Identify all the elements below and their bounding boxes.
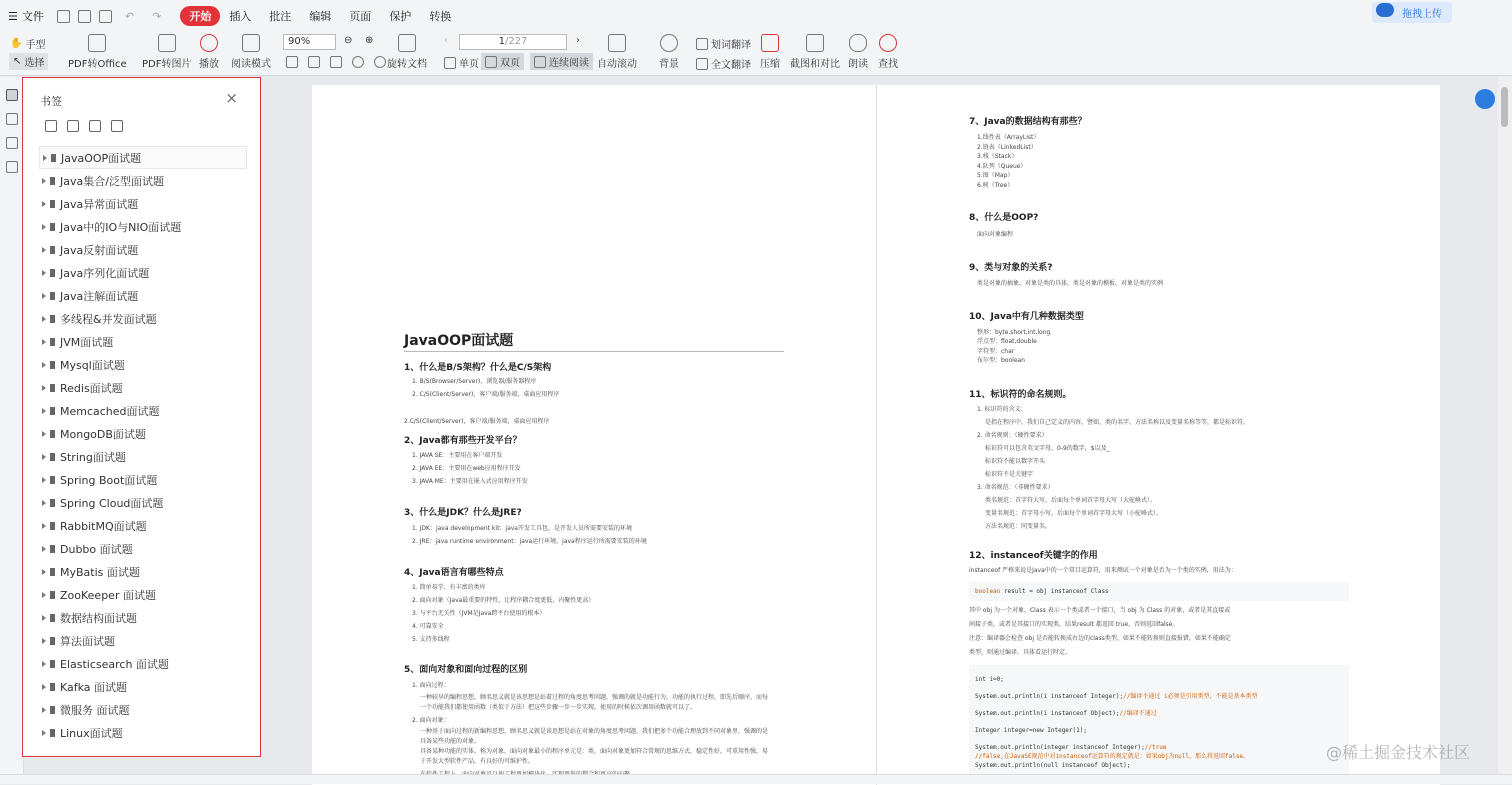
- bookmark-label: JVM面试题: [60, 335, 114, 349]
- next-page-icon[interactable]: ›: [576, 35, 580, 46]
- expand-arrow-icon[interactable]: [42, 730, 46, 736]
- scrollbar-thumb[interactable]: [1501, 87, 1508, 127]
- rotate-left-icon[interactable]: [352, 56, 364, 68]
- bookmark-item[interactable]: [39, 652, 247, 675]
- vertical-scrollbar[interactable]: [1498, 77, 1512, 784]
- file-menu[interactable]: ☰ 文件: [8, 9, 44, 23]
- bookmark-icon: [50, 177, 55, 185]
- q7-item: 6.树（Tree）: [977, 182, 1014, 189]
- q9-answer: 类是对象的抽象，对象是类的具体，类是对象的模板，对象是类的实例: [977, 280, 1164, 287]
- q12-line: 间接子类，或者是其接口的实现类，结果result 都返回 true，否则返回false。: [969, 621, 1179, 628]
- bookmark-label: Linux面试题: [60, 726, 123, 740]
- bookmark-icon: [50, 522, 55, 530]
- pdf-office-icon: [88, 34, 106, 52]
- expand-arrow-icon[interactable]: [42, 385, 46, 391]
- collapse-all-icon[interactable]: [67, 120, 79, 132]
- double-page-button[interactable]: 双页: [481, 53, 524, 70]
- expand-arrow-icon[interactable]: [42, 707, 46, 713]
- bookmark-icon: [50, 292, 55, 300]
- rotate-document-button[interactable]: 旋转文档: [387, 34, 427, 70]
- word-translate-button[interactable]: 划词翻译: [696, 36, 751, 51]
- translate-icon: [696, 38, 708, 50]
- bookmark-panel: [22, 77, 261, 757]
- bookmark-icon: [50, 384, 55, 392]
- bookmark-label: Java异常面试题: [60, 197, 139, 211]
- expand-arrow-icon[interactable]: [42, 408, 46, 414]
- redo-icon[interactable]: ↷: [152, 9, 162, 23]
- fit-page-icon[interactable]: [286, 56, 298, 68]
- bookmark-icon: [50, 338, 55, 346]
- bookmark-item[interactable]: [39, 721, 247, 744]
- bookmark-item[interactable]: [39, 238, 247, 261]
- auto-scroll-button[interactable]: 自动滚动: [597, 34, 637, 70]
- bookmark-icon: [50, 660, 55, 668]
- background-button[interactable]: 背景: [659, 34, 679, 70]
- title-rule: [404, 351, 784, 352]
- q12-line: 注意：编译器会检查 obj 是否能转换成右边的class类型，如果不能转换则直接报错，如果不能确定: [969, 635, 1231, 642]
- bookmark-label: MongoDB面试题: [60, 427, 146, 441]
- add-bookmark-icon[interactable]: [89, 120, 101, 132]
- bookmark-label: RabbitMQ面试题: [60, 519, 147, 533]
- q10-item: 布尔型：boolean: [977, 357, 1025, 364]
- attachment-rail-icon[interactable]: [6, 137, 18, 149]
- bookmark-label: Java序列化面试题: [60, 266, 150, 280]
- screenshot-compare-button[interactable]: 截图和对比: [790, 34, 840, 70]
- full-translate-icon: [696, 58, 708, 70]
- hand-icon: ✋: [10, 38, 23, 49]
- q11-line: 变量名规范：首字母小写，后面每个单词首字母大写（小驼峰式）。: [985, 510, 1163, 517]
- bookmark-item[interactable]: [39, 514, 247, 537]
- q2-line-1: 1. JAVA SE：主要用在客户端开发: [412, 452, 503, 459]
- bookmark-item[interactable]: [39, 445, 247, 468]
- tab-page[interactable]: 页面: [349, 10, 372, 23]
- bookmark-icon: [51, 154, 56, 162]
- bookmark-label: Java中的IO与NIO面试题: [60, 220, 182, 234]
- microphone-icon: [849, 34, 867, 52]
- expand-arrow-icon[interactable]: [42, 569, 46, 575]
- q11-line: 标识符可以包含英文字母，0-9的数字，$以及_: [985, 445, 1110, 452]
- expand-arrow-icon[interactable]: [42, 270, 46, 276]
- bookmark-label: 算法面试题: [60, 634, 115, 648]
- tab-insert[interactable]: 插入: [229, 10, 252, 23]
- q1-line-1: 1. B/S(Browser/Server)，浏览器/服务器程序: [412, 378, 537, 385]
- expand-arrow-icon[interactable]: [42, 477, 46, 483]
- bookmark-label: Java注解面试题: [60, 289, 139, 303]
- q2-line-2: 2. JAVA EE：主要用在web应用程序开发: [412, 465, 521, 472]
- bookmark-icon: [50, 269, 55, 277]
- bookmark-icon: [50, 637, 55, 645]
- expand-arrow-icon[interactable]: [42, 615, 46, 621]
- play-button[interactable]: 播放: [199, 34, 219, 70]
- close-icon[interactable]: ×: [225, 89, 238, 107]
- bookmark-item[interactable]: [39, 491, 247, 514]
- bookmark-label: Redis面试题: [60, 381, 123, 395]
- bookmark-icon: [50, 683, 55, 691]
- page-number-input[interactable]: 1/227: [459, 34, 567, 50]
- q1-line-2: 2. C/S(Client/Server)，客户端/服务端，桌面应用程序: [412, 391, 560, 398]
- expand-arrow-icon[interactable]: [42, 316, 46, 322]
- bookmark-icon: [50, 545, 55, 553]
- watermark: @稀土掘金技术社区: [1326, 743, 1471, 762]
- question-3: 3、什么是JDK？什么是JRE?: [404, 508, 522, 518]
- bookmark-item[interactable]: [39, 307, 247, 330]
- bookmark-item[interactable]: [39, 422, 247, 445]
- bookmark-icon: [50, 453, 55, 461]
- bookmark-icon: [50, 246, 55, 254]
- q4-line-3: 3. 与平台无关性（JVM是Java跨平台使用的根本）: [412, 610, 546, 617]
- zoom-out-icon[interactable]: ⊖: [344, 35, 353, 46]
- expand-arrow-icon[interactable]: [42, 247, 46, 253]
- bookmark-item[interactable]: [39, 606, 247, 629]
- status-bar: [0, 774, 1512, 784]
- bookmark-item[interactable]: [39, 560, 247, 583]
- prev-page-icon[interactable]: ‹: [444, 35, 448, 46]
- read-mode-button[interactable]: 阅读模式: [231, 34, 271, 70]
- compress-button[interactable]: 压缩: [760, 34, 780, 70]
- bookmark-label: Elasticsearch 面试题: [60, 657, 169, 671]
- tab-protect[interactable]: 保护: [389, 10, 412, 23]
- bookmark-item[interactable]: [39, 537, 247, 560]
- question-8: 8、什么是OOP?: [969, 213, 1039, 223]
- bookmark-item[interactable]: [39, 376, 247, 399]
- expand-arrow-icon[interactable]: [42, 523, 46, 529]
- q12-line: 其中 obj 为一个对象，Class 表示一个类或者一个接口，当 obj 为 Class 的对象，或者是其直接或: [969, 607, 1231, 614]
- expand-arrow-icon[interactable]: [42, 224, 46, 230]
- find-button[interactable]: 查找: [878, 34, 898, 70]
- expand-all-icon[interactable]: [45, 120, 57, 132]
- page-left: [312, 85, 877, 785]
- bookmark-item[interactable]: [39, 629, 247, 652]
- undo-icon[interactable]: ↶: [124, 9, 135, 23]
- question-11: 11、标识符的命名规则。: [969, 390, 1072, 400]
- save-icon[interactable]: [78, 10, 91, 23]
- expand-arrow-icon[interactable]: [42, 684, 46, 690]
- zoom-in-icon[interactable]: ⊕: [365, 35, 374, 46]
- print-icon[interactable]: [99, 10, 112, 23]
- bookmark-item[interactable]: [39, 284, 247, 307]
- fit-width-icon[interactable]: [308, 56, 320, 68]
- code-block-2: int i=0; System.out.println(i instanceof Integer);//编译不通过 i必须是引用类型，不能是基本类型 System.out.println(i instanceof Object);//编译不通过 Integer integer=new Integer(1); System.out.println(integer instanceof Integer);//true //false,在JavaSE规范中对instanceof运算符的规定就是：如果obj为null，那么将返回false。 System.out.println(null instanceof Object);: [969, 665, 1349, 776]
- q2-line-3: 3. JAVA ME：主要用在嵌入式应用程序开发: [412, 478, 528, 485]
- expand-arrow-icon[interactable]: [42, 592, 46, 598]
- search-icon: [879, 34, 897, 52]
- tab-annotate[interactable]: 批注: [269, 10, 292, 23]
- bookmark-item[interactable]: [39, 583, 247, 606]
- q5-line-7: 具备某种功能的实体，称为对象。面向对象最小的程序单元是：类。面向对象更加符合常规的思维方式，稳定性好，可重用性强，易: [420, 748, 769, 755]
- q11-line: 标识符不能以数字开头: [985, 458, 1046, 465]
- menubar: [0, 0, 1512, 32]
- q5-line-5: 一种基于面向过程的新编程思想，顾名思义就是该思想是站在对象的角度思考问题，我们把多个功能合理放到不同对象里，强调的是: [420, 728, 769, 735]
- bookmark-label: 数据结构面试题: [60, 611, 137, 625]
- select-tool-button[interactable]: ↖ 选择: [9, 53, 48, 70]
- q4-line-5: 5. 支持多线程: [412, 636, 450, 643]
- pdf-to-image-button[interactable]: PDF转图片: [142, 34, 191, 70]
- bookmark-item[interactable]: [39, 192, 247, 215]
- hamburger-icon: ☰: [8, 9, 18, 23]
- q11-line: 方法名规范：同变量名。: [985, 523, 1052, 530]
- bookmark-icon: [50, 361, 55, 369]
- question-9: 9、类与对象的关系?: [969, 263, 1053, 273]
- q3-line-2: 2. JRE：java runtime environment：java运行环境，java程序运行所需要安装的环境: [412, 538, 647, 545]
- expand-arrow-icon[interactable]: [43, 155, 47, 161]
- question-7: 7、Java的数据结构有那些？: [969, 117, 1087, 127]
- q10-item: 浮点型：float,double: [977, 338, 1037, 345]
- q7-item: 5.图（Map）: [977, 172, 1014, 179]
- auto-scroll-icon: [608, 34, 626, 52]
- full-translate-button[interactable]: 全文翻译: [696, 56, 751, 71]
- q4-line-1: 1. 简单易学、有丰富的类库: [412, 584, 486, 591]
- view-tools: [286, 56, 386, 68]
- bookmark-icon: [50, 499, 55, 507]
- bookmark-icon: [50, 315, 55, 323]
- q7-item: 1.线性表（ArrayList）: [977, 134, 1040, 141]
- q12-line: instanceof 严格来说是Java中的一个双目运算符，用来测试一个对象是否为一个类的实例，用法为：: [969, 567, 1237, 574]
- thumbnail-rail-icon[interactable]: [6, 113, 18, 125]
- left-rail: [0, 77, 24, 784]
- bookmark-label: MyBatis 面试题: [60, 565, 140, 579]
- bookmark-label: Memcached面试题: [60, 404, 160, 418]
- rotate-right-icon[interactable]: [374, 56, 386, 68]
- hand-tool-button[interactable]: ✋ 手型: [10, 38, 46, 51]
- q11-line: 1. 标识符的含义：: [977, 406, 1027, 413]
- delete-bookmark-icon[interactable]: [111, 120, 123, 132]
- code-block-1: boolean result = obj instanceof Class: [969, 582, 1349, 601]
- q10-item: 整形：byte,short,int,long: [977, 329, 1051, 336]
- bookmark-item[interactable]: [39, 215, 247, 238]
- bookmark-label: 多线程&并发面试题: [60, 312, 157, 326]
- bookmark-label: ZooKeeper 面试题: [60, 588, 156, 602]
- q7-item: 2.链表（LinkedList）: [977, 144, 1037, 151]
- bookmark-label: Kafka 面试题: [60, 680, 128, 694]
- q11-line: 2. 命名规则：（硬性要求）: [977, 432, 1048, 439]
- toolbar: [0, 32, 1512, 76]
- pdf-image-icon: [158, 34, 176, 52]
- question-2: 2、Java都有那些开发平台？: [404, 436, 522, 446]
- bookmark-label: String面试题: [60, 450, 126, 464]
- cursor-icon: ↖: [13, 56, 22, 67]
- q4-line-2: 2. 面向对象（Java最重要的特性，让程序耦合度更低，内聚性更高）: [412, 597, 595, 604]
- bookmark-label: Dubbo 面试题: [60, 542, 133, 556]
- bookmark-label: Spring Boot面试题: [60, 473, 158, 487]
- bookmark-icon: [50, 200, 55, 208]
- bookmark-label: Spring Cloud面试题: [60, 496, 164, 510]
- read-aloud-button[interactable]: 朗读: [848, 34, 868, 70]
- continuous-read-button[interactable]: 连续阅读: [530, 53, 593, 70]
- bookmark-icon: [50, 407, 55, 415]
- bookmark-item[interactable]: [39, 330, 247, 353]
- doc-title: JavaOOP面试题: [404, 333, 514, 349]
- question-12: 12、instanceof关键字的作用: [969, 551, 1098, 561]
- q11-line: 类名规范：首字符大写，后面每个单词首字母大写（大驼峰式）。: [985, 497, 1157, 504]
- expand-arrow-icon[interactable]: [42, 454, 46, 460]
- actual-size-icon[interactable]: [330, 56, 342, 68]
- play-icon: [200, 34, 218, 52]
- screenshot-icon: [806, 34, 824, 52]
- bookmark-label: Mysql面试题: [60, 358, 125, 372]
- q11-line: 是指在程序中，我们自己定义的内容，譬如，类的名字，方法名称以及变量名称等等，都是标识符。: [985, 419, 1250, 426]
- tab-convert[interactable]: 转换: [429, 10, 452, 23]
- bookmark-item[interactable]: [39, 146, 247, 169]
- q4-line-4: 4. 可靠安全: [412, 623, 444, 630]
- q5-line-3: 一个功能我们都使用函数（类似于方法）把这些步骤一步一步实现。使用的时候依次调用函数就可以了。: [420, 704, 697, 711]
- expand-arrow-icon[interactable]: [42, 638, 46, 644]
- q7-item: 4.队列（Queue）: [977, 163, 1027, 170]
- double-page-icon: [485, 56, 497, 68]
- expand-arrow-icon[interactable]: [42, 293, 46, 299]
- floating-action-icon[interactable]: [1475, 89, 1495, 109]
- expand-arrow-icon[interactable]: [42, 431, 46, 437]
- bookmark-icon: [50, 430, 55, 438]
- signature-rail-icon[interactable]: [6, 161, 18, 173]
- rotate-doc-icon: [398, 34, 416, 52]
- single-page-icon: [444, 57, 456, 69]
- q5-line-8: 于开发大型软件产品，有良好的可维护性。: [420, 758, 535, 765]
- question-5: 5、面向对象和面向过程的区别: [404, 665, 528, 675]
- bookmark-panel-title: 书签: [40, 95, 62, 108]
- bookmark-icon: [50, 729, 55, 737]
- q11-line: 标识符不是关键字: [985, 471, 1034, 478]
- q5-line-1: 1. 面向过程：: [412, 682, 450, 689]
- question-4: 4、Java语言有哪些特点: [404, 568, 504, 578]
- bookmark-item[interactable]: [39, 261, 247, 284]
- bookmark-item[interactable]: [39, 675, 247, 698]
- continuous-icon: [534, 56, 546, 68]
- bookmark-tools: [45, 120, 123, 132]
- drag-upload-button[interactable]: 拖拽上传: [1372, 2, 1452, 23]
- bookmark-item[interactable]: [39, 169, 247, 192]
- single-page-button[interactable]: 单页: [444, 55, 479, 70]
- bookmark-icon: [50, 223, 55, 231]
- bookmark-item[interactable]: [39, 353, 247, 376]
- expand-arrow-icon[interactable]: [42, 546, 46, 552]
- question-1: 1、什么是B/S架构？什么是C/S架构: [404, 363, 552, 373]
- question-10: 10、Java中有几种数据类型: [969, 312, 1084, 322]
- expand-arrow-icon[interactable]: [42, 661, 46, 667]
- zoom-select[interactable]: 90%: [283, 34, 336, 50]
- tab-start[interactable]: 开始: [180, 6, 220, 26]
- book-icon: [242, 34, 260, 52]
- bookmark-icon: [50, 706, 55, 714]
- bookmark-label: 微服务 面试题: [60, 703, 130, 717]
- tab-edit[interactable]: 编辑: [309, 10, 332, 23]
- q7-item: 3.栈（Stack）: [977, 153, 1018, 160]
- bookmark-item[interactable]: [39, 468, 247, 491]
- q5-line-2: 一种较早的编程思想，顾名思义就是该思想是站着过程的角度思考问题，强调的就是功能行为，功能的执行过程，即先后顺序，而每: [420, 694, 769, 701]
- expand-arrow-icon[interactable]: [42, 500, 46, 506]
- q12-line: 类型，则通过编译，具体看运行时定。: [969, 649, 1072, 656]
- bookmark-label: Java集合/泛型面试题: [60, 174, 164, 188]
- page-right: [877, 85, 1440, 785]
- expand-arrow-icon[interactable]: [42, 339, 46, 345]
- q5-line-6: 具备某些功能的对象。: [420, 738, 481, 745]
- document-area: [262, 77, 1498, 774]
- open-icon[interactable]: [57, 10, 70, 23]
- bookmark-item[interactable]: [39, 399, 247, 422]
- bookmark-label: JavaOOP面试题: [61, 151, 142, 165]
- q8-answer: 面向对象编程: [977, 231, 1014, 238]
- pdf-to-office-button[interactable]: PDF转Office: [68, 34, 127, 70]
- bookmark-icon: [50, 476, 55, 484]
- expand-arrow-icon[interactable]: [42, 178, 46, 184]
- bookmark-icon: [50, 614, 55, 622]
- compress-icon: [761, 34, 779, 52]
- q11-line: 3. 命名规范：（非硬性要求）: [977, 484, 1054, 491]
- bookmark-item[interactable]: [39, 698, 247, 721]
- q10-item: 字符型：char: [977, 348, 1015, 355]
- moon-icon: [660, 34, 678, 52]
- q3-line-1: 1. JDK：java development kit：java开发工具包，是开发人员所需要安装的环境: [412, 525, 632, 532]
- bookmark-list: [39, 146, 247, 744]
- expand-arrow-icon[interactable]: [42, 362, 46, 368]
- cloud-icon: [1376, 3, 1394, 17]
- bookmark-icon: [50, 568, 55, 576]
- bookmark-icon: [50, 591, 55, 599]
- q1-extra: 2.C/S(Client/Server)，客户端/服务端，桌面应用程序: [404, 418, 550, 425]
- expand-arrow-icon[interactable]: [42, 201, 46, 207]
- bookmark-rail-icon[interactable]: [6, 89, 18, 101]
- bookmark-label: Java反射面试题: [60, 243, 139, 257]
- q5-line-4: 2. 面向对象：: [412, 717, 450, 724]
